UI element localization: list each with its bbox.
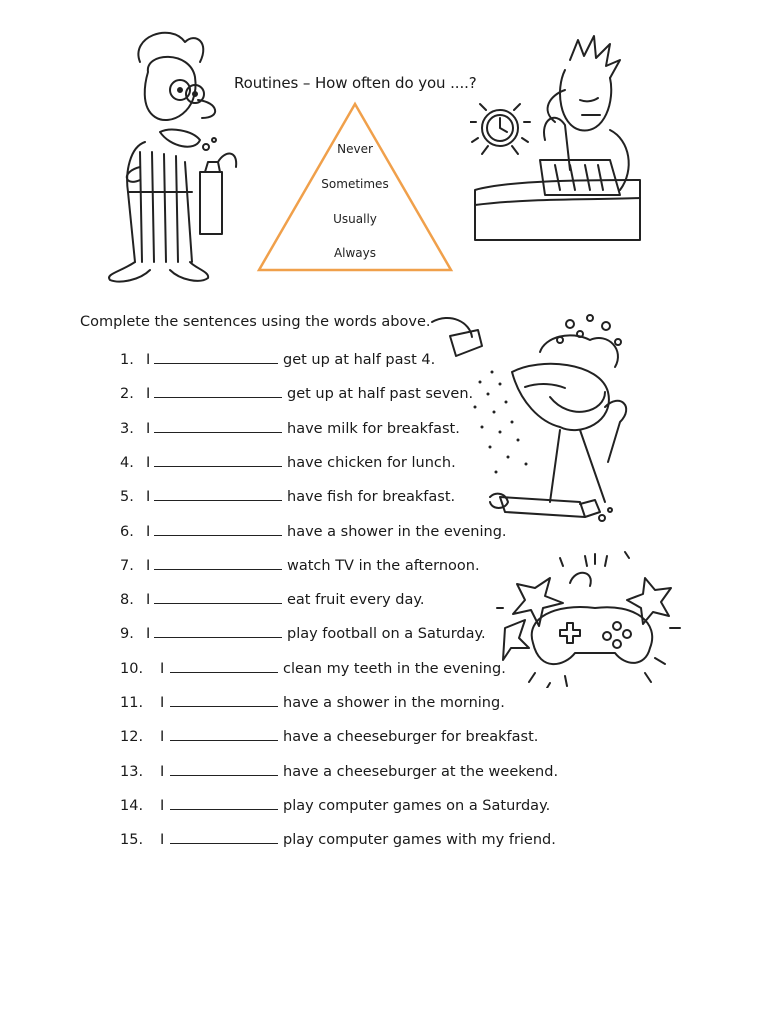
- answer-blank[interactable]: [170, 657, 278, 673]
- exercise-pronoun: I: [146, 421, 151, 437]
- exercise-number: 3.: [120, 421, 134, 437]
- exercise-sentence: play football on a Saturday.: [287, 626, 486, 642]
- worksheet-title: Routines – How often do you ....?: [234, 74, 477, 92]
- frequency-pyramid: [255, 100, 455, 276]
- exercise-pronoun: I: [160, 661, 165, 677]
- exercise-item: [120, 554, 480, 576]
- exercise-sentence: have a cheeseburger for breakfast.: [283, 729, 539, 745]
- answer-blank[interactable]: [154, 622, 282, 638]
- exercise-number: 13.: [120, 764, 144, 780]
- exercise-number: 14.: [120, 798, 144, 814]
- exercise-pronoun: I: [146, 524, 151, 540]
- exercise-number: 15.: [120, 832, 144, 848]
- exercise-item: [120, 760, 558, 782]
- exercise-number: 12.: [120, 729, 144, 745]
- exercise-number: 8.: [120, 592, 134, 608]
- exercise-sentence: get up at half past seven.: [287, 386, 474, 402]
- exercise-item: [120, 417, 460, 439]
- pyramid-level-sometimes: Sometimes: [321, 177, 389, 191]
- pyramid-level-usually: Usually: [333, 212, 377, 226]
- answer-blank[interactable]: [154, 417, 282, 433]
- answer-blank[interactable]: [154, 382, 282, 398]
- pyramid-level-always: Always: [333, 246, 377, 260]
- answer-blank[interactable]: [170, 794, 278, 810]
- exercise-sentence: play computer games with my friend.: [283, 832, 556, 848]
- exercise-pronoun: I: [146, 455, 151, 471]
- exercise-number: 2.: [120, 386, 134, 402]
- answer-blank[interactable]: [170, 691, 278, 707]
- exercise-pronoun: I: [160, 798, 165, 814]
- exercise-item: [120, 485, 455, 507]
- answer-blank[interactable]: [154, 554, 282, 570]
- exercise-item: [120, 382, 473, 404]
- answer-blank[interactable]: [170, 725, 278, 741]
- pyramid-level-never: Never: [337, 142, 373, 156]
- exercise-pronoun: I: [146, 626, 151, 642]
- exercise-number: 7.: [120, 558, 134, 574]
- exercise-number: 10.: [120, 661, 144, 677]
- answer-blank[interactable]: [154, 348, 278, 364]
- exercise-pronoun: I: [160, 764, 165, 780]
- instruction-text: Complete the sentences using the words above.: [80, 314, 431, 330]
- exercise-sentence: watch TV in the afternoon.: [287, 558, 480, 574]
- game-controller-illustration: [495, 548, 685, 688]
- exercise-sentence: have milk for breakfast.: [287, 421, 460, 437]
- exercise-item: [120, 725, 538, 747]
- exercise-sentence: eat fruit every day.: [287, 592, 425, 608]
- exercise-pronoun: I: [146, 352, 151, 368]
- exercise-item: [120, 451, 456, 473]
- exercise-pronoun: I: [160, 695, 165, 711]
- exercise-number: 9.: [120, 626, 134, 642]
- exercise-sentence: get up at half past 4.: [283, 352, 436, 368]
- exercise-number: 1.: [120, 352, 134, 368]
- man-showering-illustration: [430, 312, 645, 527]
- exercise-sentence: have a cheeseburger at the weekend.: [283, 764, 559, 780]
- exercise-number: 11.: [120, 695, 144, 711]
- answer-blank[interactable]: [170, 760, 278, 776]
- exercise-item: [120, 794, 550, 816]
- exercise-pronoun: I: [146, 489, 151, 505]
- answer-blank[interactable]: [154, 485, 282, 501]
- exercise-number: 4.: [120, 455, 134, 471]
- exercise-item: [120, 828, 556, 850]
- exercise-sentence: have chicken for lunch.: [287, 455, 456, 471]
- exercise-item: [120, 622, 486, 644]
- exercise-number: 6.: [120, 524, 134, 540]
- exercise-sentence: have a shower in the evening.: [287, 524, 507, 540]
- exercise-item: [120, 691, 505, 713]
- answer-blank[interactable]: [154, 588, 282, 604]
- answer-blank[interactable]: [170, 828, 278, 844]
- exercise-sentence: have fish for breakfast.: [287, 489, 456, 505]
- exercise-item: [120, 348, 435, 370]
- man-brushing-teeth-illustration: [100, 22, 240, 292]
- answer-blank[interactable]: [154, 520, 282, 536]
- exercise-pronoun: I: [146, 558, 151, 574]
- exercise-item: [120, 657, 506, 679]
- exercise-pronoun: I: [146, 592, 151, 608]
- man-waking-alarm-clock-illustration: [470, 30, 645, 250]
- exercise-sentence: have a shower in the morning.: [283, 695, 505, 711]
- exercise-pronoun: I: [160, 729, 165, 745]
- exercise-sentence: clean my teeth in the evening.: [283, 661, 506, 677]
- exercise-pronoun: I: [146, 386, 151, 402]
- exercise-pronoun: I: [160, 832, 165, 848]
- exercise-sentence: play computer games on a Saturday.: [283, 798, 551, 814]
- exercise-number: 5.: [120, 489, 134, 505]
- exercise-item: [120, 588, 424, 610]
- answer-blank[interactable]: [154, 451, 282, 467]
